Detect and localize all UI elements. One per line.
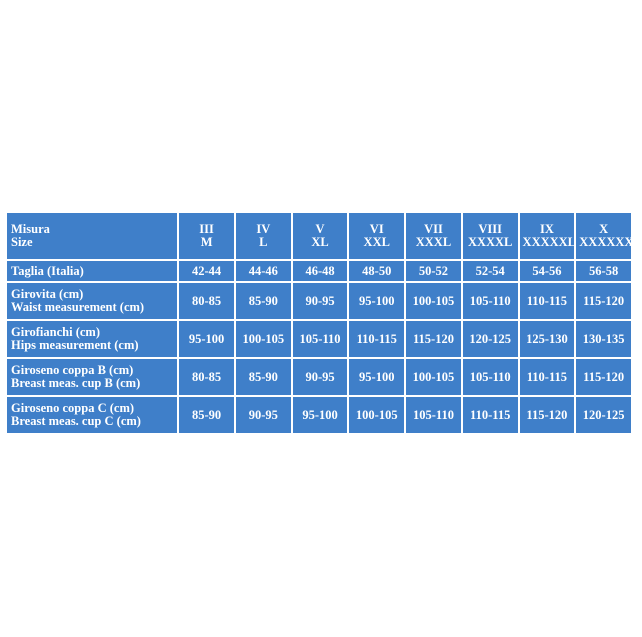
size-header-6-line-1: VIII bbox=[478, 222, 502, 236]
size-header-8-line-1: X bbox=[599, 222, 609, 236]
size-header-3-line-2: XL bbox=[311, 235, 329, 249]
value-cell: 46-48 bbox=[293, 261, 348, 281]
value-cell: 90-95 bbox=[293, 283, 348, 319]
value-cell: 44-46 bbox=[236, 261, 291, 281]
row-label-cell bbox=[7, 283, 177, 319]
table-row bbox=[7, 397, 631, 433]
value-cell: 90-95 bbox=[293, 359, 348, 395]
size-header-cell bbox=[406, 213, 461, 259]
size-header-4-line-1: VI bbox=[369, 222, 384, 236]
size-header-5-line-1: VII bbox=[424, 222, 443, 236]
row-1-label-line-1: Taglia (Italia) bbox=[11, 263, 84, 278]
value-cell: 115-120 bbox=[520, 397, 575, 433]
row-3-label-line-1: Girofianchi (cm) bbox=[11, 325, 100, 339]
size-header-3-line-1: V bbox=[315, 222, 325, 236]
header-row bbox=[7, 213, 631, 259]
size-table bbox=[5, 211, 642, 435]
value-cell: 105-110 bbox=[406, 397, 461, 433]
value-cell: 90-95 bbox=[236, 397, 291, 433]
value-cell: 95-100 bbox=[179, 321, 234, 357]
value-cell: 50-52 bbox=[406, 261, 461, 281]
size-header-1-line-1: III bbox=[199, 222, 214, 236]
table-row bbox=[7, 321, 631, 357]
value-cell: 85-90 bbox=[236, 359, 291, 395]
row-label-cell bbox=[7, 397, 177, 433]
value-cell: 95-100 bbox=[349, 359, 404, 395]
value-cell: 42-44 bbox=[179, 261, 234, 281]
value-cell: 100-105 bbox=[406, 359, 461, 395]
size-header-7-line-1: IX bbox=[539, 222, 554, 236]
size-header-cell bbox=[293, 213, 348, 259]
value-cell: 80-85 bbox=[179, 359, 234, 395]
value-cell: 115-120 bbox=[406, 321, 461, 357]
value-cell: 48-50 bbox=[349, 261, 404, 281]
value-cell: 105-110 bbox=[463, 359, 518, 395]
size-header-5-line-2: XXXL bbox=[415, 235, 452, 249]
table-row bbox=[7, 359, 631, 395]
size-header-cell bbox=[179, 213, 234, 259]
size-header-6-line-2: XXXXL bbox=[467, 235, 513, 249]
table-row bbox=[7, 261, 631, 281]
row-label-cell bbox=[7, 261, 177, 281]
row-4-label-line-2: Breast meas. cup B (cm) bbox=[11, 376, 141, 390]
size-header-2-line-1: IV bbox=[256, 222, 271, 236]
value-cell: 95-100 bbox=[293, 397, 348, 433]
size-header-cell bbox=[463, 213, 518, 259]
value-cell: 100-105 bbox=[406, 283, 461, 319]
row-4-label-line-1: Giroseno coppa B (cm) bbox=[11, 363, 134, 377]
row-label-cell bbox=[7, 359, 177, 395]
row-2-label-line-1: Girovita (cm) bbox=[11, 287, 84, 301]
value-cell: 110-115 bbox=[520, 359, 575, 395]
value-cell: 115-120 bbox=[576, 283, 631, 319]
row-label-cell bbox=[7, 321, 177, 357]
size-header-8-line-2: XXXXXXL bbox=[579, 235, 642, 249]
size-chart bbox=[5, 211, 642, 429]
value-cell: 56-58 bbox=[576, 261, 631, 281]
value-cell: 100-105 bbox=[349, 397, 404, 433]
row-2-label-line-2: Waist measurement (cm) bbox=[11, 300, 145, 314]
value-cell: 110-115 bbox=[463, 397, 518, 433]
row-5-label-line-1: Giroseno coppa C (cm) bbox=[11, 401, 135, 415]
value-cell: 125-130 bbox=[520, 321, 575, 357]
size-header-2-line-2: L bbox=[259, 235, 268, 249]
value-cell: 100-105 bbox=[236, 321, 291, 357]
value-cell: 110-115 bbox=[520, 283, 575, 319]
value-cell: 54-56 bbox=[520, 261, 575, 281]
header-label-line-2: Size bbox=[11, 235, 33, 249]
value-cell: 85-90 bbox=[236, 283, 291, 319]
value-cell: 80-85 bbox=[179, 283, 234, 319]
value-cell: 95-100 bbox=[349, 283, 404, 319]
size-header-cell bbox=[520, 213, 575, 259]
header-label-cell bbox=[7, 213, 177, 259]
table-row bbox=[7, 283, 631, 319]
value-cell: 52-54 bbox=[463, 261, 518, 281]
value-cell: 120-125 bbox=[576, 397, 631, 433]
value-cell: 115-120 bbox=[576, 359, 631, 395]
header-label-line-1: Misura bbox=[11, 222, 50, 236]
size-header-cell bbox=[349, 213, 404, 259]
size-header-cell bbox=[236, 213, 291, 259]
size-header-4-line-2: XXL bbox=[363, 235, 390, 249]
row-5-label-line-2: Breast meas. cup C (cm) bbox=[11, 414, 141, 428]
value-cell: 85-90 bbox=[179, 397, 234, 433]
row-3-label-line-2: Hips measurement (cm) bbox=[11, 338, 139, 352]
size-header-cell bbox=[576, 213, 642, 259]
value-cell: 130-135 bbox=[576, 321, 631, 357]
size-header-1-line-2: M bbox=[200, 235, 213, 249]
value-cell: 105-110 bbox=[293, 321, 348, 357]
value-cell: 105-110 bbox=[463, 283, 518, 319]
value-cell: 120-125 bbox=[463, 321, 518, 357]
value-cell: 110-115 bbox=[349, 321, 404, 357]
size-header-7-line-2: XXXXXL bbox=[522, 235, 577, 249]
